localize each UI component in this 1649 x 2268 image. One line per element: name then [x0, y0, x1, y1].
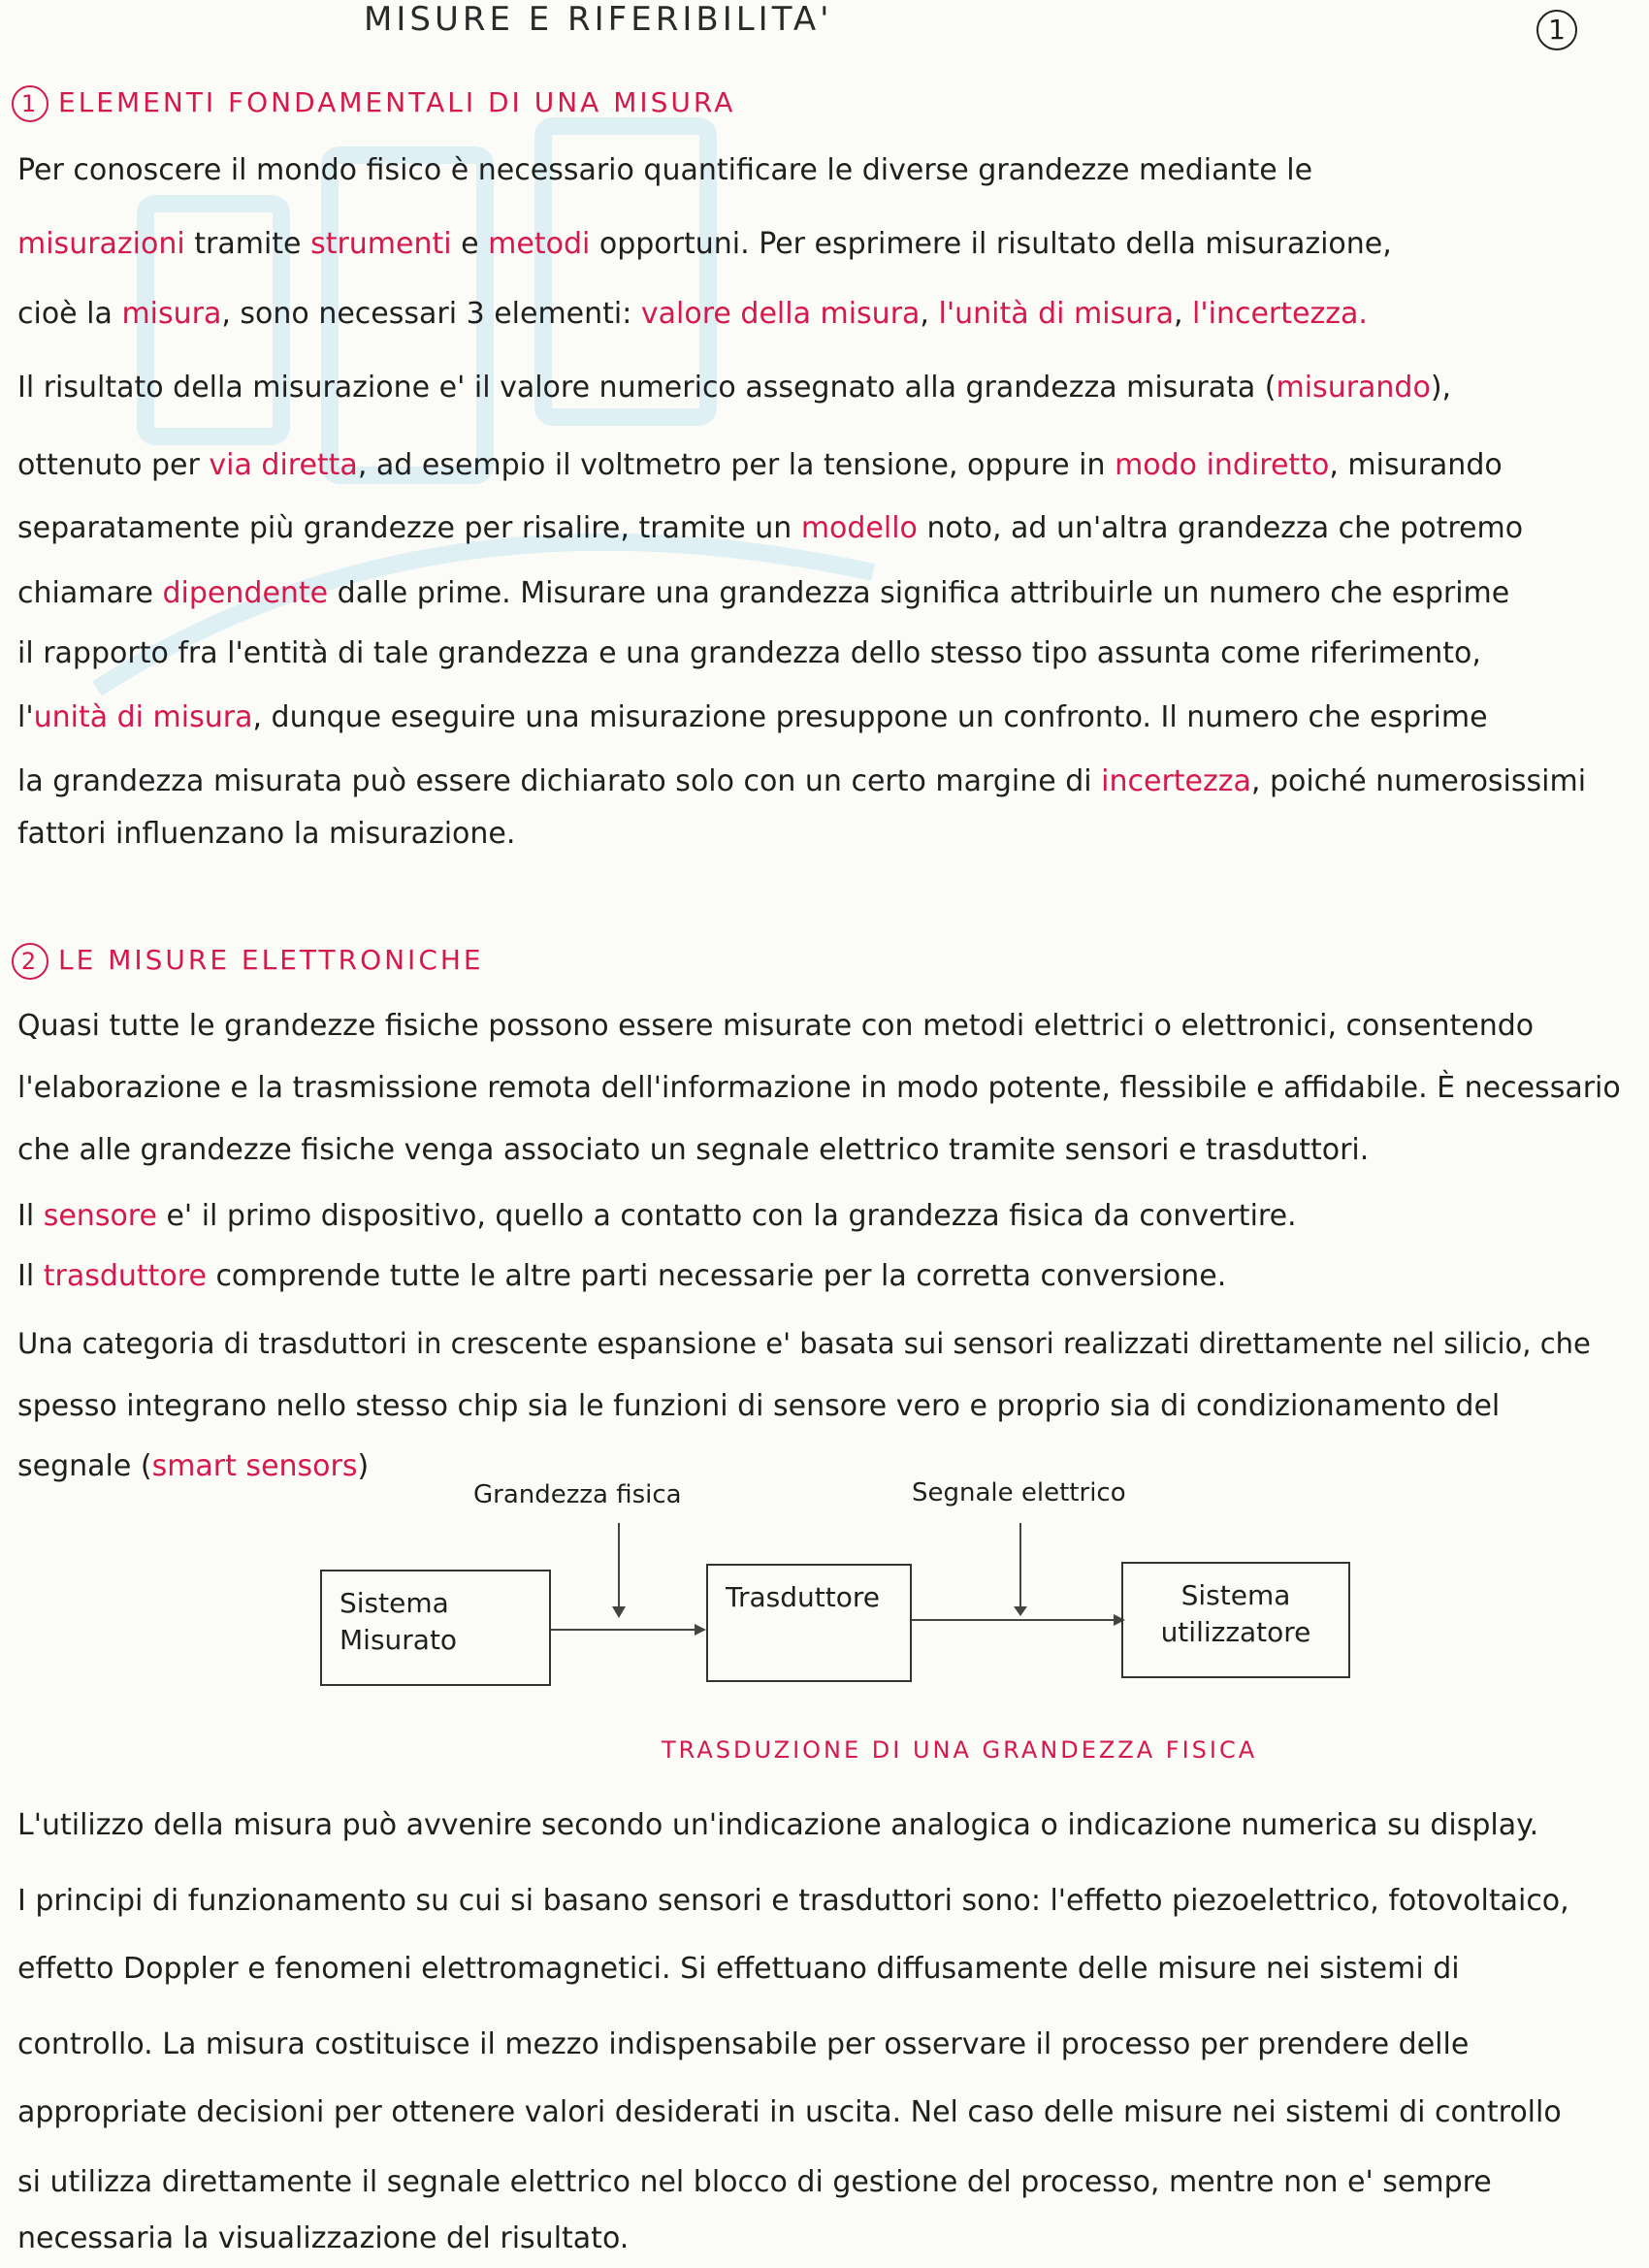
- text-line: Per conoscere il mondo fisico è necessario quantificare le diverse grandezze mediante le: [17, 153, 1313, 187]
- text-line: Il sensore e' il primo dispositivo, quello a contatto con la grandezza fisica da convertire.: [17, 1199, 1297, 1233]
- text-line: la grandezza misurata può essere dichiarato solo con un certo margine di incertezza, poiché numerosissimi: [17, 764, 1587, 798]
- text-line: necessaria la visualizzazione del risultato.: [17, 2221, 630, 2255]
- text-line: ottenuto per via diretta, ad esempio il voltmetro per la tensione, oppure in modo indiretto, misurando: [17, 448, 1503, 482]
- diagram-arrowhead-1: [695, 1624, 706, 1636]
- text-line: I principi di funzionamento su cui si basano sensori e trasduttori sono: l'effetto piezoelettrico, fotovoltaico,: [17, 1884, 1569, 1918]
- diagram-label-electrical-signal: Segnale elettrico: [912, 1478, 1126, 1507]
- diagram-box-transducer: Trasduttore: [706, 1564, 912, 1682]
- text-line: Quasi tutte le grandezze fisiche possono essere misurate con metodi elettrici o elettronici, consentendo: [17, 1009, 1535, 1043]
- text-line: segnale (smart sensors): [17, 1449, 370, 1483]
- diagram-label-physical-quantity: Grandezza fisica: [473, 1480, 682, 1509]
- text-line: fattori influenzano la misurazione.: [17, 817, 516, 851]
- text-line: Il risultato della misurazione e' il valore numerico assegnato alla grandezza misurata (misurando),: [17, 371, 1452, 405]
- text-line: effetto Doppler e fenomeni elettromagnetici. Si effettuano diffusamente delle misure nei sistemi di: [17, 1952, 1460, 1986]
- text-line: che alle grandezze fisiche venga associato un segnale elettrico tramite sensori e trasduttori.: [17, 1133, 1370, 1167]
- section-2-title: LE MISURE ELETTRONICHE: [58, 944, 484, 976]
- section-1-number: 1: [12, 85, 48, 122]
- diagram-signal-arrowhead: [1014, 1606, 1027, 1616]
- diagram-box-user-system: Sistema utilizzatore: [1121, 1562, 1350, 1678]
- text-line: L'utilizzo della misura può avvenire secondo un'indicazione analogica o indicazione numerica su display.: [17, 1808, 1539, 1842]
- section-1-title: ELEMENTI FONDAMENTALI DI UNA MISURA: [58, 86, 736, 118]
- page-number: 1: [1536, 10, 1577, 50]
- diagram-box-measured-system: Sistema Misurato: [320, 1570, 551, 1686]
- text-line: Una categoria di trasduttori in crescente espansione e' basata sui sensori realizzati direttamente nel silicio, che: [17, 1327, 1591, 1360]
- text-line: spesso integrano nello stesso chip sia le funzioni di sensore vero e proprio sia di condizionamento del: [17, 1389, 1501, 1423]
- text-line: Il trasduttore comprende tutte le altre parti necessarie per la corretta conversione.: [17, 1259, 1227, 1293]
- page-header-title: MISURE E RIFERIBILITA': [364, 0, 833, 39]
- text-line: separatamente più grandezze per risalire, tramite un modello noto, ad un'altra grandezza che potremo: [17, 511, 1524, 545]
- text-line: misurazioni tramite strumenti e metodi opportuni. Per esprimere il risultato della misurazione,: [17, 227, 1392, 261]
- section-2-number: 2: [12, 943, 48, 980]
- text-line: cioè la misura, sono necessari 3 elementi: valore della misura, l'unità di misura, l'incertezza.: [17, 297, 1368, 331]
- text-line: controllo. La misura costituisce il mezzo indispensabile per osservare il processo per prendere delle: [17, 2027, 1470, 2061]
- diagram-caption: TRASDUZIONE DI UNA GRANDEZZA FISICA: [662, 1736, 1258, 1764]
- section-1-heading: [12, 85, 735, 122]
- text-line: si utilizza direttamente il segnale elettrico nel blocco di gestione del processo, mentre non e' sempre: [17, 2165, 1492, 2199]
- text-line: appropriate decisioni per ottenere valori desiderati in uscita. Nel caso delle misure nei sistemi di controllo: [17, 2095, 1562, 2129]
- text-line: l'elaborazione e la trasmissione remota dell'informazione in modo potente, flessibile e affidabile. È necessario: [17, 1071, 1621, 1105]
- section-2-heading: [12, 943, 484, 980]
- diagram-input-arrowhead: [612, 1606, 626, 1618]
- text-line: l'unità di misura, dunque eseguire una misurazione presuppone un confronto. Il numero che esprime: [17, 700, 1488, 734]
- text-line: il rapporto fra l'entità di tale grandezza e una grandezza dello stesso tipo assunta come riferimento,: [17, 636, 1481, 670]
- text-line: chiamare dipendente dalle prime. Misurare una grandezza significa attribuirle un numero che esprime: [17, 576, 1510, 610]
